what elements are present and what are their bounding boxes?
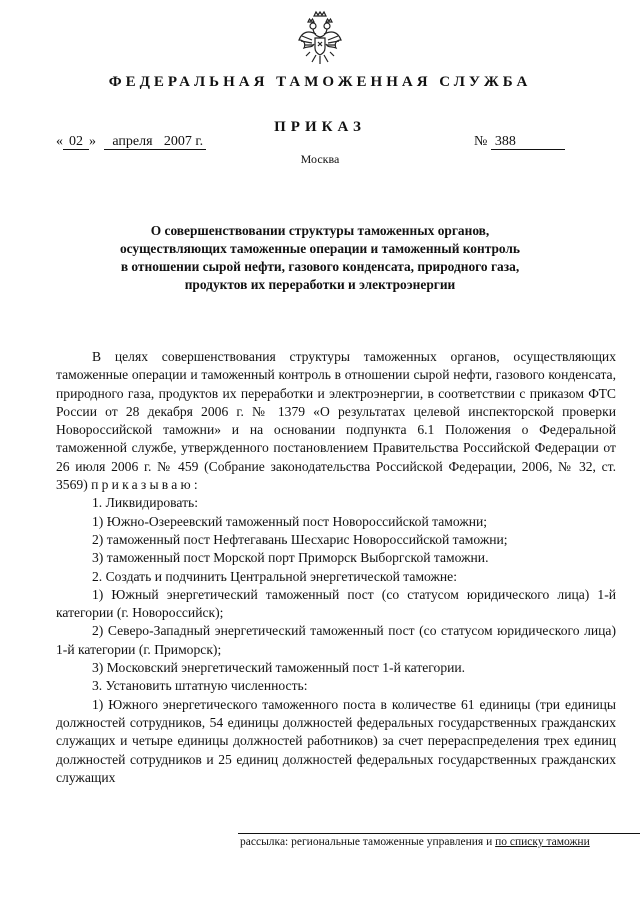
clause-1-item-1: 1) Южно-Озереевский таможенный пост Новороссийской таможни;	[92, 513, 488, 529]
subject-line: в отношении сырой нефти, газового конденсата, природного газа,	[120, 259, 520, 274]
clause-2-item-2: 2) Северо-Западный энергетический таможенный пост (со статусом юридического лица) 1-й категории (г. Приморск);	[56, 623, 616, 657]
number-sign: №	[474, 134, 488, 149]
order-word: приказываю:	[91, 477, 201, 493]
subject-line: осуществляющих таможенные операции и таможенный контроль	[119, 241, 521, 256]
distribution-list-reference: по списку таможни	[495, 836, 590, 848]
distribution-note	[240, 836, 590, 848]
date-year: 2007 г.	[162, 134, 206, 150]
clause-3: 3. Установить штатную численность:	[92, 678, 308, 694]
date-day: 02	[63, 134, 89, 150]
date-open-quote: «	[56, 134, 63, 149]
order-number	[474, 134, 565, 150]
subject-line: О совершенствовании структуры таможенных органов,	[150, 223, 490, 238]
preamble-text: В целях совершенствования структуры таможенных органов, осуществляющих таможенные операции и таможенный контроль в отношении сырой нефти, газового конденсата, природного газа, продуктов их переработки и электроэнергии, в соответствии с приказом ФТС России от 28 декабря 2006 г. № 1379 «О результатах целевой инспекторской проверки Новороссийской таможни» и на основании подпункта 6.1 Положения о Федеральной таможенной службе, утвержденного постановлением Правительства Российской Федерации от 26 июля 2006 г. № 459 (Собрание законодательства Российской Федерации, 2006, № 32, ст. 3569)	[56, 349, 616, 493]
date-close-quote: »	[89, 134, 96, 149]
coat-of-arms-emblem	[296, 10, 344, 66]
clause-2-item-1: 1) Южный энергетический таможенный пост (со статусом юридического лица) 1-й категории (г. Новороссийск);	[56, 586, 616, 621]
clause-2-item-3: 3) Московский энергетический таможенный пост 1-й категории.	[92, 660, 466, 676]
order-date	[56, 134, 206, 150]
order-body	[56, 348, 616, 787]
document-type-title: ПРИКАЗ	[274, 119, 366, 135]
clause-1: 1. Ликвидировать:	[92, 495, 199, 511]
city-name: Москва	[300, 152, 340, 166]
date-month: апреля	[104, 134, 162, 150]
preamble-paragraph	[56, 348, 616, 494]
clause-3-item-1: 1) Южного энергетического таможенного поста в количестве 61 единицы (три единицы должностей сотрудников, 54 единицы должностей федеральных государственных гражданских служащих и четыре единицы должностей работников) за счет перераспределения трех единиц должностей сотрудников и 25 единиц должностей федеральных государственных гражданских служащих	[56, 696, 616, 785]
clause-1-item-2: 2) таможенный пост Нефтегавань Шесхарис Новороссийской таможни;	[92, 531, 508, 547]
clause-2: 2. Создать и подчинить Центральной энергетической таможне:	[92, 568, 457, 584]
distribution-label: рассылка: региональные таможенные управления и	[240, 836, 493, 848]
order-subject	[60, 222, 580, 294]
organization-name: ФЕДЕРАЛЬНАЯ ТАМОЖЕННАЯ СЛУЖБА	[108, 74, 532, 90]
number-value: 388	[491, 134, 565, 150]
clause-1-item-3: 3) таможенный пост Морской порт Приморск Выборгской таможни.	[92, 550, 489, 566]
subject-line: продуктов их переработки и электроэнергии	[184, 277, 456, 292]
footer-divider	[238, 833, 640, 834]
